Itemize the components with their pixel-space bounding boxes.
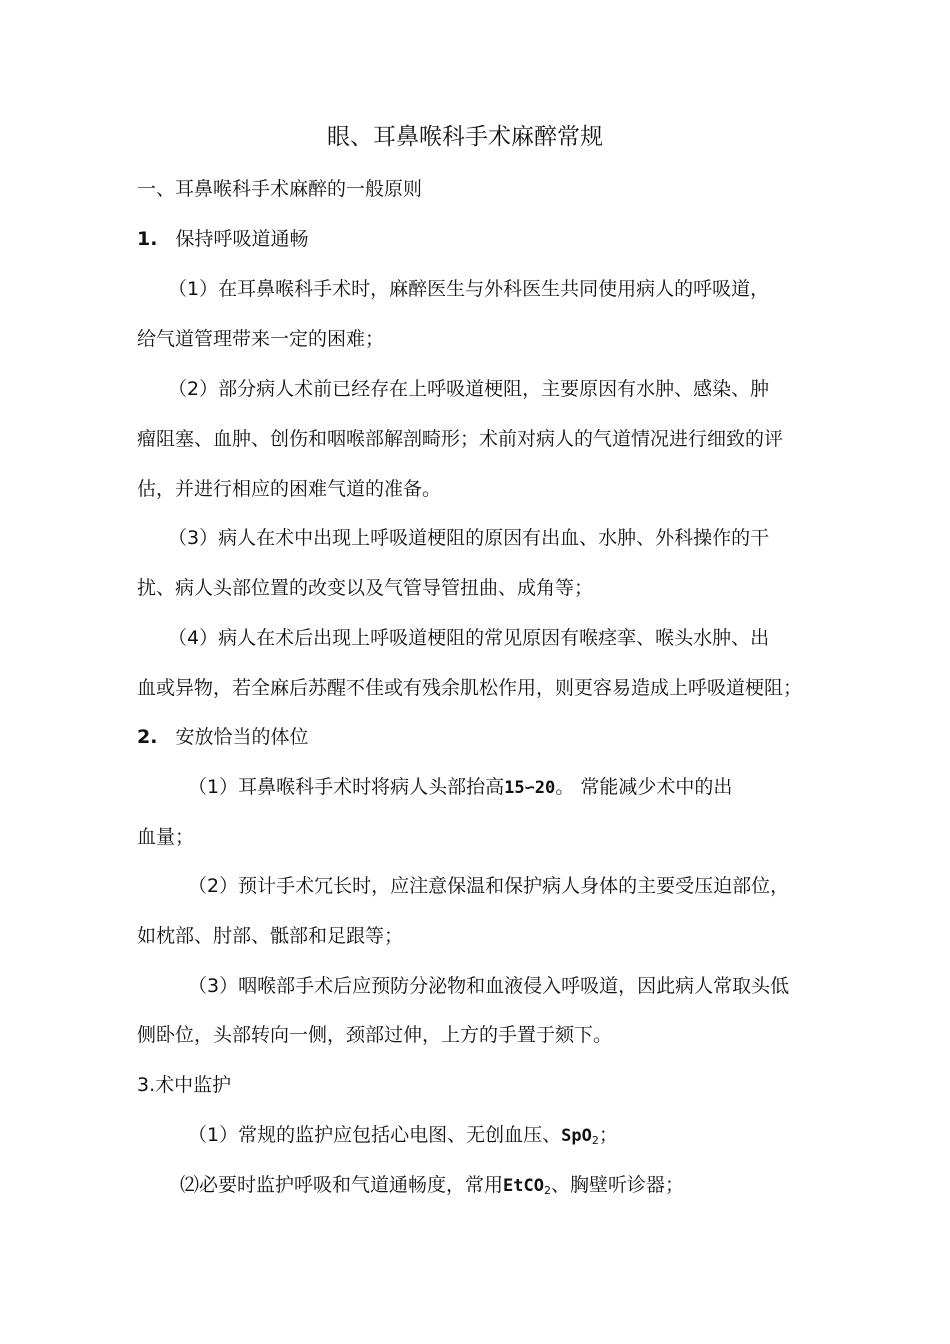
- paragraph-line: [188, 774, 732, 801]
- paragraph-line: 血量；: [137, 826, 195, 848]
- subscript: 2: [543, 1184, 551, 1197]
- spo2-term: SpO: [561, 1126, 592, 1146]
- paragraph-line: （2）部分病人术前已经存在上呼吸道梗阻，主要原因有水肿、感染、肿: [168, 378, 770, 400]
- paragraph-line: 侧卧位，头部转向一侧，颈部过伸，上方的手置于颏下。: [137, 1024, 613, 1046]
- document-title: 眼、耳鼻喉科手术麻醉常规: [327, 124, 603, 150]
- paragraph-line: 扰、病人头部位置的改变以及气管导管扭曲、成角等；: [137, 577, 594, 599]
- subheading-3: 3.术中监护: [137, 1074, 232, 1096]
- subscript: 2: [591, 1134, 599, 1147]
- subheading-1: [137, 226, 308, 252]
- text-run: 。 常能减少术中的出: [555, 776, 733, 798]
- paragraph-line: （1）在耳鼻喉科手术时，麻醉医生与外科医生共同使用病人的呼吸道，: [168, 278, 770, 300]
- subheading-number: 1.: [137, 228, 158, 250]
- text-run: （1）耳鼻喉科手术时将病人头部抬高: [188, 776, 505, 798]
- paragraph-line: （3）咽喉部手术后应预防分泌物和血液侵入呼吸道，因此病人常取头低: [188, 975, 790, 997]
- subheading-number: 2.: [137, 726, 158, 748]
- paragraph-line: 血或异物，若全麻后苏醒不佳或有残余肌松作用，则更容易造成上呼吸道梗阻；: [137, 677, 803, 699]
- paragraph-line: （3）病人在术中出现上呼吸道梗阻的原因有出血、水肿、外科操作的干: [168, 527, 770, 549]
- paragraph-line: [180, 1172, 684, 1204]
- subheading-text: 安放恰当的体位: [175, 726, 309, 748]
- subheading-text: 保持呼吸道通畅: [175, 228, 309, 250]
- text-run: 、胸壁听诊器；: [550, 1174, 684, 1196]
- paragraph-line: 如枕部、肘部、骶部和足跟等；: [137, 925, 404, 947]
- paragraph-line: [188, 1122, 618, 1154]
- etco2-term: EtCO: [503, 1176, 544, 1196]
- section-heading: 一、耳鼻喉科手术麻醉的一般原则: [137, 178, 423, 200]
- paragraph-line: 瘤阻塞、血肿、创伤和咽喉部解剖畸形；术前对病人的气道情况进行细致的评: [137, 428, 784, 450]
- paragraph-line: （2）预计手术冗长时，应注意保温和保护病人身体的主要受压迫部位，: [188, 875, 790, 897]
- text-run: ；: [598, 1124, 618, 1146]
- paragraph-line: （4）病人在术后出现上呼吸道梗阻的常见原因有喉痉挛、喉头水肿、出: [168, 627, 770, 649]
- subheading-2: [137, 724, 308, 750]
- text-run: ⑵必要时监护呼吸和气道通畅度，常用: [180, 1174, 504, 1196]
- paragraph-line: 给气道管理带来一定的困难；: [137, 328, 385, 350]
- text-run: （1）常规的监护应包括心电图、无创血压、: [188, 1124, 562, 1146]
- paragraph-line: 估，并进行相应的困难气道的准备。: [137, 478, 442, 500]
- angle-range: 15∽20: [504, 778, 556, 798]
